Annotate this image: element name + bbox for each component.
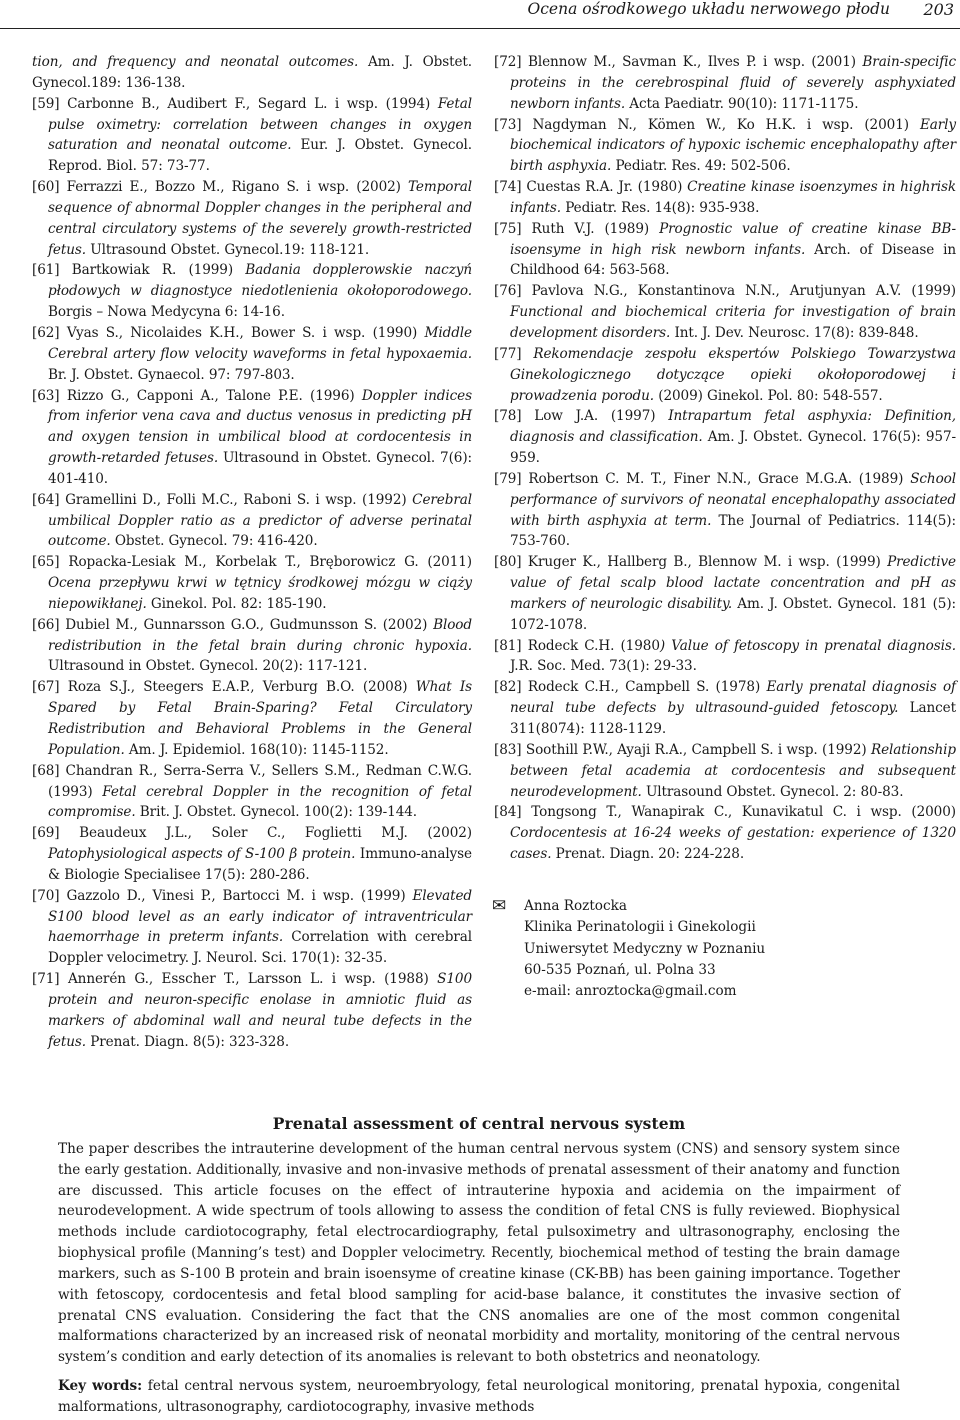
reference-number: [79] (494, 470, 522, 487)
reference-entry (32, 323, 472, 386)
reference-number: [64] (32, 491, 60, 508)
reference-entry (494, 177, 956, 219)
reference-source: Immuno-analyse & Biologie Specialisee 17(5): 280-286. (48, 846, 472, 883)
reference-authors: Low J.A. (1997) (521, 408, 669, 425)
reference-title: Badania dopplerowskie naczyń płodowych w diagnostyce niedotlenienia okołoporodowego. (48, 262, 472, 300)
reference-number: [84] (494, 804, 522, 821)
reference-authors: Tongsong T., Wanapirak C., Kunavikatul C. i wsp. (2000) (521, 804, 956, 821)
reference-source: Int. J. Dev. Neurosc. 17(8): 839-848. (670, 324, 919, 341)
reference-number: [74] (494, 179, 522, 196)
reference-number: [73] (494, 116, 522, 133)
reference-source: Prenat. Diagn. 20: 224-228. (551, 846, 745, 863)
contact-department: Klinika Perinatologii i Ginekologii (524, 919, 756, 936)
reference-source: Am. J. Obstet. Gynecol.189: 136-138. (32, 54, 472, 91)
reference-title: S100 protein and neuron-specific enolase in amniotic fluid as markers of abdominal wall and neural tube defects in the fetus. (48, 971, 472, 1050)
reference-number: [68] (32, 762, 60, 779)
reference-entry (494, 636, 956, 678)
reference-title: Patophysiological aspects of S-100 β protein. (48, 846, 356, 863)
reference-entry (32, 94, 472, 177)
reference-number: [70] (32, 887, 60, 904)
reference-number: [59] (32, 95, 60, 112)
reference-authors (522, 346, 534, 362)
reference-title: Ocena przepływu krwi w tętnicy środkowej mózgu w ciąży niepowikłanej. (48, 575, 472, 612)
running-title: Ocena ośrodkowego układu nerwowego płodu (527, 0, 890, 18)
contact-university: Uniwersytet Medyczny w Poznaniu (524, 940, 766, 957)
reference-title: Fetal pulse oximetry: correlation between changes in oxygen saturation and neonatal outcome. (48, 95, 472, 154)
references-left-column (32, 52, 472, 1053)
reference-number: [81] (494, 637, 522, 654)
reference-source: Ultrasound in Obstet. Gynecol. 20(2): 117-121. (48, 658, 368, 675)
reference-number: [65] (32, 554, 60, 571)
reference-number: [72] (494, 54, 522, 70)
reference-title: Brain-specific proteins in the cerebrospinal fluid of severely asphyxiated newborn infants. (510, 54, 956, 112)
reference-source: Am. J. Obstet. Gynecol. 181 (5): 1072-1078. (510, 595, 957, 633)
header-rule (0, 28, 960, 29)
reference-authors: Vyas S., Nicolaides K.H., Bower S. i wsp. (1990) (59, 324, 425, 341)
reference-authors: Bartkowiak R. (1999) (59, 262, 246, 279)
reference-source: Ultrasound Obstet. Gynecol. 2: 80-83. (641, 783, 904, 800)
reference-authors: Gramellini D., Folli M.C., Raboni S. i wsp. (1992) (59, 491, 413, 508)
reference-source: Brit. J. Obstet. Gynecol. 100(2): 139-144. (135, 804, 418, 821)
reference-entry (32, 615, 472, 678)
reference-entry (32, 823, 472, 886)
reference-authors: Nagdyman N., Kömen W., Ko H.K. i wsp. (2001) (521, 116, 920, 133)
reference-entry (32, 177, 472, 260)
reference-entry (494, 740, 956, 803)
envelope-icon: ✉ (492, 896, 507, 916)
reference-title: Early biochemical indicators of hypoxic ischemic encephalopathy after birth asphyxia. (510, 116, 956, 175)
page-number: 203 (923, 0, 954, 19)
reference-entry (32, 552, 472, 615)
reference-number: [61] (32, 262, 60, 279)
reference-title: Prognostic value of creatine kinase BB- isoensyme in high risk newborn infants. (510, 220, 956, 258)
reference-entry (494, 677, 956, 740)
reference-authors: Dubiel M., Gunnarsson G.O., Gudmunsson S. (2002) (59, 616, 434, 633)
reference-title: Blood redistribution in the fetal brain during chronic hypoxia. (48, 616, 472, 654)
reference-title: Doppler indices from inferior vena cava and ductus venosus in predicting pH and oxygen tension in umbilical blood at cordocentesis in growth-retarded fetuses. (48, 387, 472, 467)
references-right-column (494, 52, 956, 865)
reference-authors: Pavlova N.G., Konstantinova N.N., Arutjunyan A.V. (1999) (521, 283, 956, 300)
reference-number: [77] (494, 345, 522, 362)
reference-entry (494, 219, 956, 282)
reference-entry (32, 761, 472, 824)
reference-number: [75] (494, 220, 522, 237)
reference-authors: Annerén G., Esscher T., Larsson L. i wsp. (1988) (59, 971, 438, 988)
reference-title: tion, and frequency and neonatal outcomes. (32, 54, 359, 70)
reference-title: Fetal cerebral Doppler in the recognition of fetal compromise. (48, 783, 473, 821)
abstract-title: Prenatal assessment of central nervous system (272, 1114, 686, 1133)
reference-title: Cerebral umbilical Doppler ratio as a predictor of adverse perinatal outcome. (48, 491, 472, 550)
reference-authors: Gazzolo D., Vinesi P., Bartocci M. i wsp. (1999) (59, 887, 413, 904)
reference-source: Lancet 311(8074): 1128-1129. (510, 700, 956, 737)
reference-authors: Beaudeux J.L., Soler C., Foglietti M.J. (2002) (59, 825, 472, 842)
reference-authors: Chandran R., Serra-Serra V., Sellers S.M., Redman C.W.G. (1993) (48, 762, 472, 800)
reference-source: (2009) Ginekol. Pol. 80: 548-557. (654, 387, 883, 404)
contact-email: e-mail: anroztocka@gmail.com (524, 983, 737, 1000)
reference-source: Pediatr. Res. 49: 502-506. (611, 158, 791, 175)
keywords-label: Key words: (58, 1378, 143, 1395)
reference-title: Cordocentesis at 16-24 weeks of gestation: experience of 1320 cases. (510, 825, 956, 863)
reference-authors: Ropacka-Lesiak M., Korbelak T., Bręborowicz G. (2011) (59, 554, 472, 571)
reference-title: Functional and biochemical criteria for investigation of brain development disorders. (510, 304, 956, 341)
reference-title: Temporal sequence of abnormal Doppler changes in the peripheral and central circulatory systems of the severely growth-restricted fetus. (48, 179, 472, 258)
reference-authors: Cuestas R.A. Jr. (1980) (521, 179, 688, 196)
reference-source: Eur. J. Obstet. Gynecol. Reprod. Biol. 57: 73-77. (48, 137, 472, 175)
reference-entry (32, 52, 472, 94)
reference-entry (32, 969, 472, 1052)
reference-source: Am. J. Obstet. Gynecol. 176(5): 957-959. (510, 429, 956, 467)
reference-source: Acta Paediatr. 90(10): 1171-1175. (625, 95, 859, 112)
keywords (58, 1376, 900, 1418)
reference-number: [63] (32, 387, 60, 404)
reference-title: Elevated S100 blood level as an early indicator of intraventricular haemorrhage in preterm infants. (48, 887, 472, 946)
reference-entry (32, 386, 472, 490)
reference-title: Intrapartum fetal asphyxia: Definition, diagnosis and classification. (510, 408, 956, 446)
reference-source: Obstet. Gynecol. 79: 416-420. (110, 533, 318, 550)
reference-entry (494, 406, 956, 469)
reference-authors: Carbonne B., Audibert F., Segard L. i wsp. (1994) (59, 95, 438, 112)
reference-source: Ultrasound Obstet. Gynecol.19: 118-121. (86, 241, 370, 258)
reference-entry (494, 52, 956, 115)
reference-source: Arch. of Disease in Childhood 64: 563-568. (510, 241, 957, 279)
reference-source: Pediatr. Res. 14(8): 935-938. (560, 199, 760, 216)
reference-authors: Ferrazzi E., Bozzo M., Rigano S. i wsp. (2002) (59, 179, 409, 196)
reference-title: Predictive value of fetal scalp blood lactate concentration and pH as markers of neurologic disability. (510, 554, 956, 612)
reference-title: ) Value of fetoscopy in prenatal diagnosis. (659, 637, 956, 654)
running-header (0, 0, 960, 36)
reference-number: [60] (32, 179, 60, 196)
reference-number: [78] (494, 408, 522, 425)
reference-source: Am. J. Epidemiol. 168(10): 1145-1152. (124, 741, 389, 758)
reference-entry (32, 260, 472, 323)
reference-source: The Journal of Pediatrics. 114(5): 753-760. (510, 512, 956, 550)
keywords-list: fetal central nervous system, neuroembryology, fetal neurological monitoring, prenatal hypoxia, congenital malformations, ultrasonography, cardiotocography, invasive methods (58, 1378, 900, 1415)
reference-number: [69] (32, 825, 60, 842)
reference-entry (494, 469, 956, 552)
reference-source: Prenat. Diagn. 8(5): 323-328. (86, 1033, 290, 1050)
correspondence-address (492, 896, 765, 1002)
reference-source: J.R. Soc. Med. 73(1): 29-33. (510, 658, 697, 675)
reference-number: [83] (494, 741, 522, 758)
english-abstract (58, 1114, 900, 1418)
reference-authors: Rodeck C.H. (1980 (521, 637, 660, 654)
reference-title: Relationship between fetal academia at cordocentesis and subsequent neurodevelopment. (510, 741, 956, 800)
reference-source: Correlation with cerebral Doppler velocimetry. J. Neurol. Sci. 170(1): 32-35. (48, 929, 472, 967)
reference-entry (494, 802, 956, 865)
reference-title: Creatine kinase isoenzymes in highrisk infants. (510, 179, 957, 216)
reference-authors: Soothill P.W., Ayaji R.A., Campbell S. i wsp. (1992) (521, 741, 871, 758)
reference-entry (32, 677, 472, 760)
reference-authors: Robertson C. M. T., Finer N.N., Grace M.G.A. (1989) (521, 470, 911, 487)
reference-source: Ultrasound in Obstet. Gynecol. 7(6): 401-410. (48, 450, 472, 487)
contact-name: Anna Roztocka (524, 898, 627, 914)
reference-title: School performance of survivors of neonatal encephalopathy associated with birth asphyxia at term. (510, 470, 956, 529)
reference-entry (494, 115, 956, 178)
reference-authors: Roza S.J., Steegers E.A.P., Verburg B.O. (2008) (59, 679, 416, 696)
reference-entry (32, 490, 472, 553)
reference-authors: Kruger K., Hallberg B., Blennow M. i wsp. (1999) (521, 554, 888, 571)
reference-number: [71] (32, 971, 60, 988)
reference-number: [82] (494, 679, 522, 696)
reference-number: [80] (494, 554, 522, 571)
reference-title: What Is Spared by Fetal Brain-Sparing? Fetal Circulatory Redistribution and Behavioral Problems in the General Population. (48, 679, 472, 758)
reference-number: [62] (32, 324, 60, 341)
reference-source: Br. J. Obstet. Gynaecol. 97: 797-803. (48, 366, 295, 383)
reference-authors: Rizzo G., Capponi A., Talone P.E. (1996) (59, 387, 362, 404)
reference-source: Ginekol. Pol. 82: 185-190. (146, 595, 327, 612)
reference-title: Middle Cerebral artery flow velocity waveforms in fetal hypoxaemia. (48, 324, 472, 362)
reference-source: Borgis – Nowa Medycyna 6: 14-16. (48, 304, 285, 321)
reference-entry (494, 281, 956, 344)
reference-number: [67] (32, 679, 60, 696)
reference-title: Early prenatal diagnosis of neural tube defects by ultrasound-guided fetoscopy. (510, 679, 956, 717)
abstract-body: The paper describes the intrauterine development of the human central nervous system (CNS) and sensory system since the early gestation. Additionally, invasive and non-invasive methods of prenatal assessment of their anatomy and function are discussed. This article focuses on the effect of intrauterine hypoxia and acidemia on the impairment of neurodevelopment. A wide spectrum of tools allowing to assess the condition of fetal CNS is fully reviewed. Biophysical methods include cardiotocography, fetal electrocardiography, fetal pulsoximetry and ultrasonography, enclosing the biophysical profile (Manning’s test) and Doppler velocimetry. Recently, biochemical method of testing the brain damage markers, such as S-100 B protein and brain isoensyme of creatine kinase (CK-BB) has been gaining importance. Together with fetoscopy, cordocentesis and fetal blood sampling for acid-base balance, it constitutes the invasive section of prenatal CNS evaluation. Considering the fact that the CNS anomalies are one of the most common congenital malformations characterized by an increased risk of neonatal morbidity and mortality, monitoring of the central nervous system’s condition and early detection of its anomalies is relevant to both obstetrics and neonatology. (58, 1140, 900, 1366)
reference-number: [66] (32, 616, 60, 633)
reference-entry (494, 344, 956, 407)
reference-authors: Ruth V.J. (1989) (521, 220, 660, 237)
reference-title: Rekomendacje zespołu ekspertów Polskiego Towarzystwa Ginekologicznego dotyczące opieki okołoporodowej i prowadzenia porodu. (510, 345, 956, 404)
contact-address: 60-535 Poznań, ul. Polna 33 (524, 961, 716, 978)
reference-entry (32, 886, 472, 969)
reference-entry (494, 552, 956, 635)
reference-authors: Blennow M., Savman K., Ilves P. i wsp. (2001) (521, 54, 863, 70)
reference-authors: Rodeck C.H., Campbell S. (1978) (521, 679, 767, 696)
reference-number: [76] (494, 283, 522, 300)
